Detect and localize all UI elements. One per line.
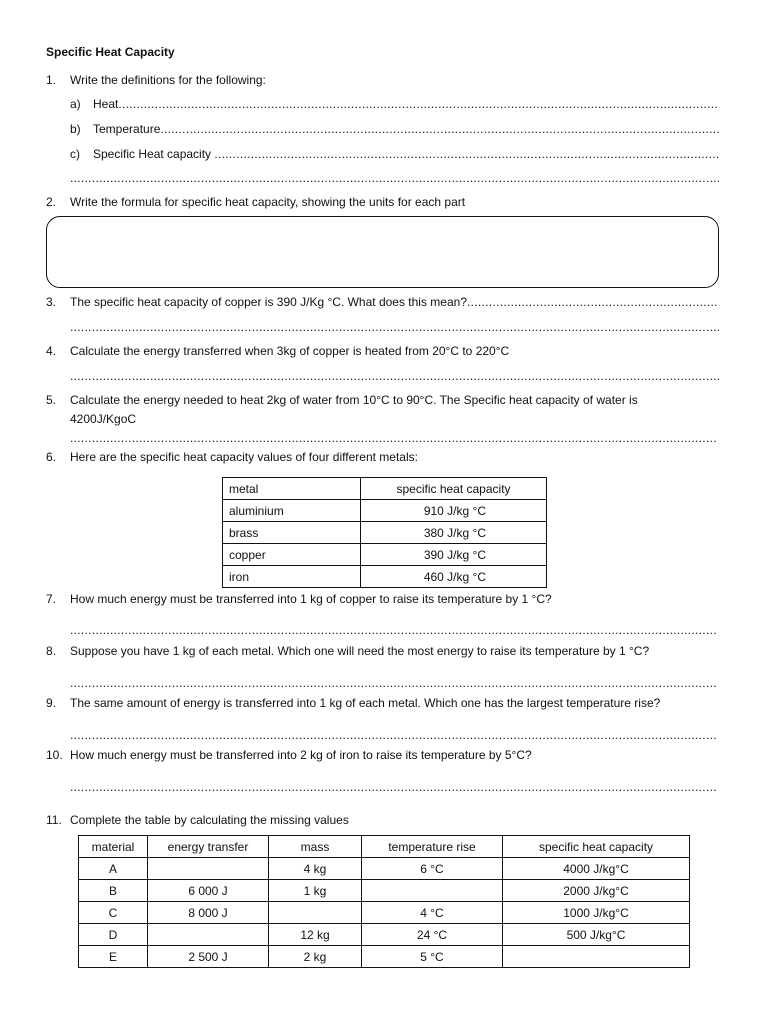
q9-number: 9. — [46, 696, 57, 710]
table-row — [223, 500, 547, 522]
q8-text: Suppose you have 1 kg of each metal. Which one will need the most energy to raise its temperature by 1 °C? — [70, 644, 650, 658]
calc-table-header — [79, 836, 690, 858]
page-title: Specific Heat Capacity — [46, 45, 175, 59]
metal-name-cell: copper — [223, 544, 361, 566]
calc-cell: 2 kg — [269, 946, 362, 968]
q4-text: Calculate the energy transferred when 3kg of copper is heated from 20°C to 220°C — [70, 344, 510, 358]
calc-cell[interactable] — [269, 902, 362, 924]
calc-cell: 1 kg — [269, 880, 362, 902]
metal-value-cell: 390 J/kg °C — [361, 544, 547, 566]
calc-cell[interactable] — [148, 858, 269, 880]
q1a-term: Heat — [93, 97, 119, 111]
q7-answer-line[interactable] — [70, 622, 716, 638]
q10-number: 10. — [46, 748, 63, 762]
q5-number: 5. — [46, 393, 57, 407]
calc-cell: 4 °C — [362, 902, 503, 924]
table-row — [79, 902, 690, 924]
q5-answer-line[interactable] — [70, 430, 716, 446]
q3-number: 3. — [46, 295, 57, 309]
q5-text-line2: 4200J/KgoC — [70, 412, 137, 426]
calc-cell: 4 kg — [269, 858, 362, 880]
q1b-term: Temperature — [93, 122, 161, 136]
calc-cell: 8 000 J — [148, 902, 269, 924]
calc-cell: E — [79, 946, 148, 968]
formula-answer-box[interactable] — [46, 216, 719, 288]
calc-cell: 1000 J/kg°C — [503, 902, 690, 924]
q9-text: The same amount of energy is transferred into 1 kg of each metal. Which one has the largest temperature rise? — [70, 696, 661, 710]
q1b-letter: b) — [70, 122, 81, 136]
q5-text-line1: Calculate the energy needed to heat 2kg of water from 10°C to 90°C. The Specific heat capacity of water is — [70, 393, 638, 407]
q1c-answer-line[interactable] — [93, 146, 719, 162]
calc-cell: D — [79, 924, 148, 946]
calc-cell: 500 J/kg°C — [503, 924, 690, 946]
q4-answer-line[interactable] — [70, 368, 719, 384]
q6-number: 6. — [46, 450, 57, 464]
q11-text: Complete the table by calculating the missing values — [70, 813, 349, 827]
metals-table-header — [223, 478, 547, 500]
metals-table — [222, 477, 547, 588]
calc-cell: 24 °C — [362, 924, 503, 946]
calc-cell[interactable] — [148, 924, 269, 946]
calc-table — [78, 835, 690, 968]
calc-cell: 2000 J/kg°C — [503, 880, 690, 902]
q7-text: How much energy must be transferred into 1 kg of copper to raise its temperature by 1 °C? — [70, 592, 552, 606]
q1-text: Write the definitions for the following: — [70, 73, 266, 87]
calc-header-cell: temperature rise — [362, 836, 503, 858]
calc-cell: B — [79, 880, 148, 902]
table-row — [223, 566, 547, 588]
q8-answer-line[interactable] — [70, 675, 716, 691]
metal-name-cell: brass — [223, 522, 361, 544]
metal-name-cell: aluminium — [223, 500, 361, 522]
table-row — [79, 858, 690, 880]
q4-number: 4. — [46, 344, 57, 358]
calc-header-cell: material — [79, 836, 148, 858]
metal-name-cell: iron — [223, 566, 361, 588]
calc-cell: C — [79, 902, 148, 924]
calc-cell: 4000 J/kg°C — [503, 858, 690, 880]
table-row — [79, 880, 690, 902]
q7-number: 7. — [46, 592, 57, 606]
calc-cell: 2 500 J — [148, 946, 269, 968]
calc-cell: 6 000 J — [148, 880, 269, 902]
metals-header-cell: specific heat capacity — [361, 478, 547, 500]
table-row — [79, 946, 690, 968]
table-row — [223, 522, 547, 544]
calc-cell: 6 °C — [362, 858, 503, 880]
q3-text: The specific heat capacity of copper is 390 J/Kg °C. What does this mean? — [70, 295, 468, 309]
q1a-letter: a) — [70, 97, 81, 111]
calc-header-cell: mass — [269, 836, 362, 858]
calc-cell[interactable] — [362, 880, 503, 902]
q2-text: Write the formula for specific heat capacity, showing the units for each part — [70, 195, 466, 209]
table-row — [223, 544, 547, 566]
q10-answer-line[interactable] — [70, 779, 716, 795]
q9-answer-line[interactable] — [70, 727, 716, 743]
metal-value-cell: 380 J/kg °C — [361, 522, 547, 544]
calc-header-cell: energy transfer — [148, 836, 269, 858]
table-row — [79, 924, 690, 946]
metal-value-cell: 460 J/kg °C — [361, 566, 547, 588]
calc-cell[interactable] — [503, 946, 690, 968]
metal-value-cell: 910 J/kg °C — [361, 500, 547, 522]
q2-number: 2. — [46, 195, 57, 209]
q1-number: 1. — [46, 73, 57, 87]
q11-number: 11. — [46, 813, 62, 827]
calc-header-cell: specific heat capacity — [503, 836, 690, 858]
q1-extra-answer-line[interactable] — [70, 170, 719, 186]
q3-answer-line[interactable] — [70, 294, 719, 310]
q1c-term: Specific Heat capacity — [93, 147, 215, 161]
calc-cell: 5 °C — [362, 946, 503, 968]
calc-cell: 12 kg — [269, 924, 362, 946]
q1b-answer-line[interactable] — [93, 121, 719, 137]
q1c-letter: c) — [70, 147, 80, 161]
q8-number: 8. — [46, 644, 57, 658]
q6-text: Here are the specific heat capacity values of four different metals: — [70, 450, 418, 464]
q10-text: How much energy must be transferred into 2 kg of iron to raise its temperature by 5°C? — [70, 748, 532, 762]
calc-cell: A — [79, 858, 148, 880]
metals-header-cell: metal — [223, 478, 361, 500]
q3-extra-answer-line[interactable] — [70, 319, 719, 335]
q1a-answer-line[interactable] — [93, 96, 719, 112]
